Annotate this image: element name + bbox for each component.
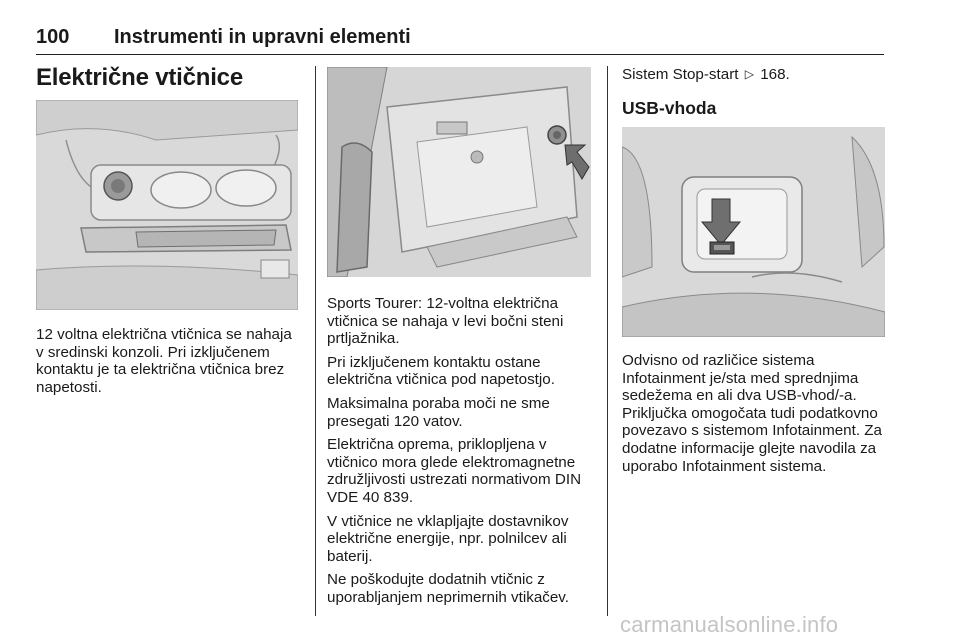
paragraph: Odvisno od različice sistema Infotainment je/sta med sprednjima sedežema en ali dva USB-vhod/-a. Priključka omogočata tudi podatkovno povezavo s sistemom Infotainment. Za dodatne informacije glejte navodila za uporabo Infotainment sistema. <box>622 352 882 475</box>
paragraph: Ne poškodujte dodatnih vtičnic z uporabljanjem neprimernih vtikačev. <box>327 571 569 606</box>
outlet-description <box>327 295 592 613</box>
column-divider <box>607 66 608 616</box>
watermark: carmanualsonline.info <box>620 612 839 637</box>
caption-paragraph: 12 voltna električna vtičnica se nahaja v sredinski konzoli. Pri izključenem kontaktu je ta električna vtičnica brez napetosti. <box>36 326 292 396</box>
crossref-page[interactable]: 168. <box>760 66 790 83</box>
running-title: Instrumenti in upravni elementi <box>114 26 411 48</box>
luggage-compartment-illustration <box>327 67 591 277</box>
paragraph: Pri izključenem kontaktu ostane električna vtičnica pod napetostjo. <box>327 353 555 389</box>
crossref-text: Sistem Stop-start <box>622 66 739 83</box>
crossref-triangle-icon: ▷ <box>744 67 754 81</box>
center-console-illustration <box>36 100 298 310</box>
column-divider <box>315 66 316 616</box>
page-number: 100 <box>36 26 70 48</box>
paragraph: V vtičnice ne vklapljajte dostavnikov električne energije, npr. polnilcev ali baterij. <box>327 512 569 565</box>
outlet-console-caption <box>36 326 301 402</box>
usb-ports-illustration <box>622 127 885 337</box>
paragraph: Sports Tourer: 12-voltna električna vtičnica se nahaja v levi bočni steni prtljažnika. <box>327 295 564 348</box>
luggage-compartment-drawing <box>327 67 591 277</box>
page-header <box>36 26 884 52</box>
center-console-drawing <box>36 100 298 310</box>
paragraph: Električna oprema, priklopljena v vtičnico mora glede elektromagnetne združljivosti ustrezati normativom DIN VDE 40 839. <box>327 436 582 506</box>
usb-description <box>622 352 890 481</box>
stop-start-crossref <box>622 66 887 85</box>
usb-subheading: USB-vhoda <box>622 98 717 118</box>
section-title: Električne vtičnice <box>36 64 243 91</box>
paragraph: Maksimalna poraba moči ne sme presegati 120 vatov. <box>327 394 550 430</box>
usb-ports-drawing <box>622 127 885 337</box>
header-rule <box>36 54 884 55</box>
